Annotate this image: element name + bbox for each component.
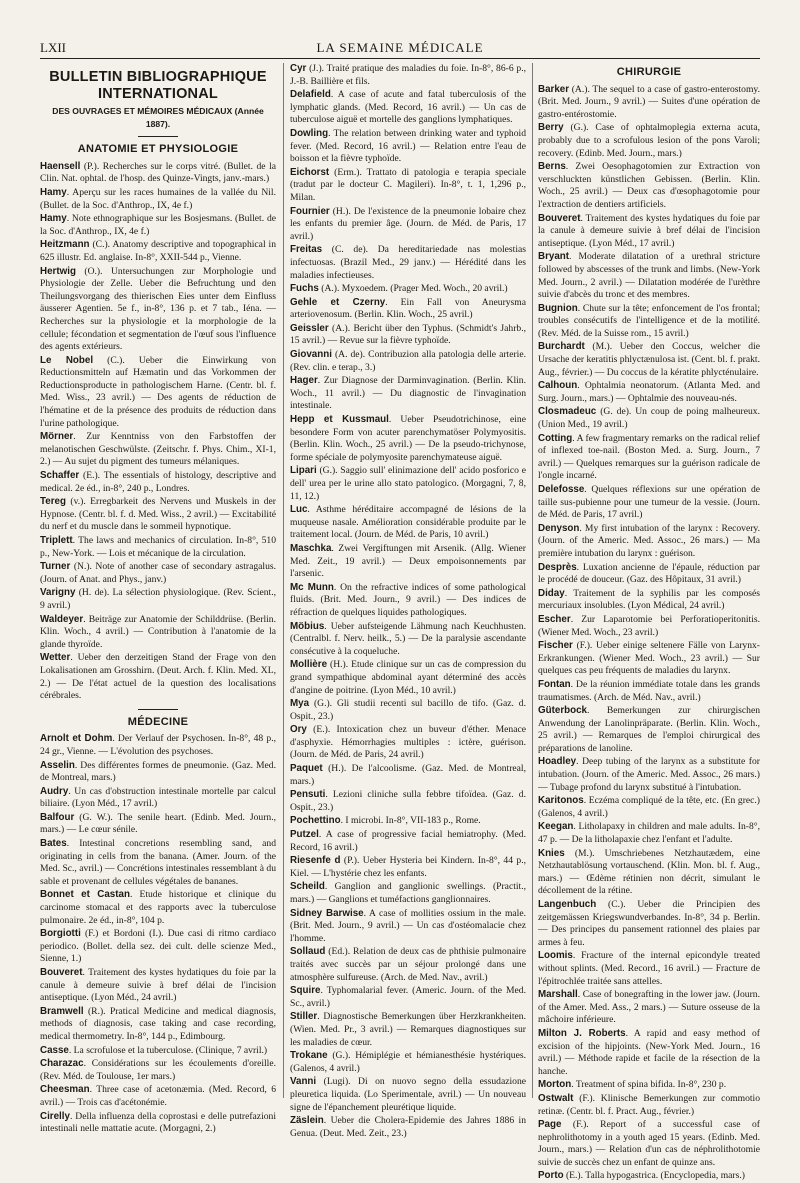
bibliography-entry bbox=[290, 621, 526, 659]
entry-author: Delafield bbox=[290, 89, 331, 101]
entry-author: Bates bbox=[40, 838, 67, 850]
entry-reference: (H.). Etude clinique sur un cas de compression du grand sympathique abdominal ayant déterminé des accès d'angine de poitrine. (Lyon Méd., 10 avril.) bbox=[290, 659, 526, 696]
bibliography-entry bbox=[290, 582, 526, 620]
entry-reference: . Zwei Vergiftungen mit Arsenik. (Allg. Wiener Med. Zeit., 19 avril.) — Deux empoisonnements par l'arsenic. bbox=[290, 542, 526, 580]
section-rule bbox=[138, 709, 178, 710]
bibliography-entry bbox=[40, 1058, 276, 1083]
entry-reference: (P.). Recherches sur le corps vitré. (Bullet. de la Clin. Nat. ophtal. de l'hosp. des Quinze-Vingts, janv.-mars.) bbox=[40, 160, 276, 185]
bibliography-entry bbox=[538, 795, 760, 820]
bibliography-entry bbox=[290, 881, 526, 906]
entry-author: Zäslein bbox=[290, 1115, 324, 1127]
bibliography-entry bbox=[290, 985, 526, 1010]
entry-reference: (C. de). Da hereditariedade nas molestias infectuosas. (Brazil Med., 29 janv.) — Hérédité dans les maladies infectieuses. bbox=[290, 244, 526, 281]
entry-reference: (A.). The sequel to a case of gastro-enterostomy. (Brit. Med. Journ., 9 avril.) — Suites d'une opération de gastro-entérostomie. bbox=[538, 83, 760, 120]
bibliography-entry bbox=[290, 63, 526, 88]
bibliography-entry bbox=[538, 484, 760, 522]
entry-reference: (F.). Ueber einige seltenere Fälle von Larynx-Erkrankungen. (Wiener Med. Woch., 23 avril.) — Sur quelques cas peu fréquents de maladies du larynx. bbox=[538, 640, 760, 677]
entry-author: Haensell bbox=[40, 160, 81, 172]
entry-reference: . Ueber die Cholera-Epidemie des Jahres 1886 in Genua. (Deut. Med. Zeit., 23.) bbox=[290, 1115, 526, 1139]
entry-reference: . Deep tubing of the larynx as a substitute for intubation. (Journ. of the Americ. Med. Assoc., 26 mars.) — Tubage profond du larynx substitué à l'intubation. bbox=[538, 756, 760, 793]
entry-author: Le Nobel bbox=[40, 354, 94, 366]
entry-author: Schaffer bbox=[40, 470, 80, 482]
bibliography-entry bbox=[290, 244, 526, 282]
chirurgie-list bbox=[538, 84, 760, 1183]
bibliography-entry bbox=[290, 283, 526, 296]
entry-reference: . A case of acute and fatal tuberculosis of the lymphatic glands. (Med. Record, 16 avril.) — Un cas de tuberculose aiguë et mortelle des ganglions lymphatiques. bbox=[290, 89, 526, 126]
entry-author: Hertwig bbox=[40, 265, 76, 277]
entry-author: Delefosse bbox=[538, 484, 585, 495]
entry-author: Mc Munn bbox=[290, 581, 334, 593]
bibliography-entry bbox=[290, 659, 526, 697]
bibliography-entry bbox=[40, 496, 276, 534]
entry-author: Eichorst bbox=[290, 166, 330, 178]
entry-reference: . Aperçu sur les races humaines de la vallée du Nil. (Bullet. de la Soc. d'Anthrop., IX, 4e f.) bbox=[40, 186, 276, 211]
section-chirurgie: CHIRURGIE bbox=[616, 66, 682, 78]
entry-author: Hamy bbox=[40, 213, 67, 225]
bibliography-entry bbox=[40, 161, 276, 186]
entry-reference: . Traitement des kystes hydatiques du foie par la canule à demeure suivie à bref délai de l'incision antiseptique. (Lyon Méd., 24 avril.) bbox=[40, 967, 276, 1004]
entry-reference: . Des différentes formes de pneumonie. (Gaz. Med. de Montreal, mars.) bbox=[40, 759, 276, 784]
bibliography-entry bbox=[538, 848, 760, 898]
bibliography-entry bbox=[290, 815, 526, 828]
entry-author: Casse bbox=[40, 1044, 69, 1056]
bibliography-entry bbox=[40, 239, 276, 264]
entry-author: Langenbuch bbox=[538, 899, 597, 910]
entry-author: Luc bbox=[290, 504, 308, 516]
entry-author: Giovanni bbox=[290, 349, 332, 361]
bibliography-entry bbox=[538, 1119, 760, 1169]
entry-author: Diday bbox=[538, 587, 565, 599]
entry-author: Güterbock bbox=[538, 705, 587, 717]
bibliography-entry bbox=[40, 587, 276, 612]
bibliography-entry bbox=[538, 1028, 760, 1078]
bibliography-entry bbox=[40, 786, 276, 811]
bibliography-entry bbox=[40, 733, 276, 758]
entry-reference: . Intestinal concretions resembling sand, and originating in cells from the banana. (Amer. Journ. of the Med. Sc., avril.) — Concrétions intestinales ressemblant à du sable et provenant de cellules végétales de bananes. bbox=[40, 838, 276, 887]
entry-reference: (G.). Gli studii recenti sul bacillo de tifo. (Gaz. d. Ospit., 23.) bbox=[290, 698, 526, 722]
entry-author: Lipari bbox=[290, 465, 317, 477]
entry-author: Mollière bbox=[290, 659, 328, 671]
entry-reference: . Ueber den derzeitigen Stand der Frage von den Lokalisationen am Grosshirn. (Deut. Arch. f. Klin. Med. XL, 2.) — De l'état actuel de la question des localisations cérébrales. bbox=[40, 652, 276, 702]
page-header bbox=[40, 38, 760, 58]
entry-reference: . Ueber Pseudotrichinose, eine besondere Form von acuter parenchymatöser Polymyositis. (Berlin. Klin. Woch., 25 avril.) — De la pseudo-trichynose, forme spéciale de polymyosite parenchymateuse aiguë. bbox=[290, 414, 526, 463]
bibliography-entry bbox=[40, 1084, 276, 1109]
entry-author: Cyr bbox=[290, 63, 307, 74]
header-rule bbox=[40, 58, 760, 59]
entry-reference: (Ed.). Relation de deux cas de phthisie pulmonaire traités avec succès par un séjour prolongé dans une atmosphère sulfureuse. (Arch. de Med. Nav., avril.) bbox=[290, 946, 526, 983]
bibliography-entry bbox=[538, 341, 760, 379]
bibliography-entry bbox=[290, 724, 526, 762]
bibliography-entry bbox=[40, 431, 276, 469]
bibliography-entry bbox=[40, 889, 276, 927]
entry-author: Fuchs bbox=[290, 283, 319, 295]
entry-reference: . Chute sur la tête; enfoncement de l'os frontal; troubles consécutifs de l'intelligence et de la motilité. (Rev. Méd. de la Suisse rom., 15 avril.) bbox=[538, 302, 760, 339]
entry-reference: . The laws and mechanics of circulation. In-8°, 510 p., New-York. — Lois et mécanique de la circulation. bbox=[40, 535, 276, 559]
entry-reference: . Diagnostische Bemerkungen über Herzkrankheiten. (Wien. Med. Pr., 3 avril.) — Remarques diagnostiques sur les maladies de cœur. bbox=[290, 1011, 526, 1048]
bibliography-entry bbox=[40, 838, 276, 888]
entry-reference: . A case of mollities ossium in the male. (Brit. Med. Journ., 9 avril.) — Un cas d'ostéomalacie chez l'homme. bbox=[290, 907, 527, 944]
bibliography-entry bbox=[290, 1076, 526, 1114]
entry-reference: . Considérations sur les écoulements d'oreille. (Rev. Méd. de Toulouse, 1er mars.) bbox=[40, 1058, 276, 1082]
entry-author: Bonnet et Castan bbox=[40, 889, 130, 901]
entry-author: Porto bbox=[538, 1170, 564, 1182]
entry-reference: (C.). Ueber die Einwirkung von Reductionsmitteln auf Hæmatin und das Vorkommen der Reductionsproducte in pathologischem Harne. (Centr. bl. f. Med. Wiss., 23 avril.) — Des agents de réduction de l'hématine et de la présence des produits de réduction dans l'urine pathologique. bbox=[40, 354, 276, 429]
entry-author: Audry bbox=[40, 785, 69, 797]
entry-author: Closmadeuc bbox=[538, 406, 597, 418]
entry-author: Keegan bbox=[538, 821, 574, 833]
entry-reference: (A.). Bericht über den Typhus. (Schmidt's Jahrb., 15 avril.) — Revue sur la fièvre typhoïde. bbox=[290, 322, 526, 347]
column-divider bbox=[283, 63, 284, 1098]
entry-reference: (H.). De l'alcoolisme. (Gaz. Med. de Montreal, mars.) bbox=[290, 763, 526, 787]
bibliography-entry bbox=[538, 1093, 760, 1118]
entry-author: Ory bbox=[290, 724, 307, 736]
entry-author: Sidney Barwise bbox=[290, 907, 364, 919]
entry-author: Bramwell bbox=[40, 1005, 84, 1017]
entry-author: Pensuti bbox=[290, 789, 326, 801]
entry-author: Bouveret bbox=[40, 967, 83, 978]
bibliography-entry bbox=[290, 504, 526, 542]
entry-reference: (H. de). La sélection physiologique. (Rev. Scient., 9 avril.) bbox=[40, 587, 276, 611]
entry-reference: . My first intubation of the larynx : Recovery. (Journ. of the Americ. Med. Assoc., 26 mars.) — Ma première intubation du larynx : guérison. bbox=[538, 522, 760, 559]
entry-author: Marshall bbox=[538, 989, 578, 1001]
bibliography-entry bbox=[290, 946, 526, 984]
entry-reference: . Note ethnographique sur les Bosjesmans. (Bullet. de la Soc. d'Anthrop., IX, 4e f.) bbox=[40, 213, 276, 237]
bibliography-entry bbox=[538, 705, 760, 755]
entry-author: Triplett bbox=[40, 535, 73, 546]
entry-author: Heitzmann bbox=[40, 239, 90, 251]
bibliography-entry bbox=[40, 614, 276, 652]
entry-reference: (C.). Ueber die Principien des zeitgemässen Kriegswundverbandes. In-8°, 34 p. Berlin. — Des principes du pansement rationnel des plaies par armes à feu. bbox=[538, 899, 760, 948]
entry-author: Hepp et Kussmaul bbox=[290, 414, 389, 426]
bibliography-entry bbox=[40, 470, 276, 495]
bibliography-entry bbox=[538, 213, 760, 251]
bibliography-entry bbox=[290, 1050, 526, 1075]
entry-author: Milton J. Roberts bbox=[538, 1027, 626, 1039]
entry-reference: . Ganglion and ganglionic swellings. (Practit., mars.) — Ganglions et tuméfactions ganglionnaires. bbox=[290, 881, 526, 905]
bibliography-entry bbox=[538, 1079, 760, 1092]
entry-author: Fournier bbox=[290, 205, 330, 217]
entry-author: Varigny bbox=[40, 587, 76, 599]
bibliography-entry bbox=[290, 855, 526, 880]
entry-reference: . Traitement de la syphilis par les composés mercuriaux insolubles. (Lyon Médical, 24 avril.) bbox=[538, 587, 760, 612]
bibliography-entry bbox=[290, 349, 526, 374]
entry-author: Maschka bbox=[290, 542, 332, 554]
entry-author: Knies bbox=[538, 847, 565, 859]
bibliography-entry bbox=[538, 303, 760, 341]
entry-reference: . Zwei Oesophagotomien zur Extraction von verschluckten künstlichen Gebissen. (Berlin. Klin. Woch., 25 avril.) — Deux cas d'œsophagotomie pour l'extraction de dentiers artificiels. bbox=[538, 161, 760, 210]
entry-author: Loomis bbox=[538, 950, 573, 962]
bibliography-entry bbox=[538, 523, 760, 561]
entry-author: Fischer bbox=[538, 640, 573, 652]
bulletin-subtitle: DES OUVRAGES ET MÉMOIRES MÉDICAUX (Année 1887). bbox=[52, 106, 264, 129]
bibliography-entry bbox=[40, 928, 276, 966]
bibliography-entry bbox=[40, 187, 276, 212]
entry-reference: . La scrofulose et la tuberculose. (Clinique, 7 avril.) bbox=[68, 1044, 268, 1056]
bibliography-entry bbox=[538, 899, 760, 949]
bulletin-title: BULLETIN BIBLIOGRAPHIQUE INTERNATIONAL bbox=[49, 69, 267, 102]
entry-reference: (F.). Klinische Bemerkungen zur commotio retinæ. (Centr. bl. f. Pract. Aug., février.) bbox=[538, 1092, 760, 1117]
entry-reference: . Della influenza della coprostasi e delle putrefazioni intestinali nelle mattatie acute. (Morgagni, 2.) bbox=[40, 1110, 276, 1135]
entry-author: Putzel bbox=[290, 829, 319, 841]
entry-reference: (A.). Myxoedem. (Prager Med. Woch., 20 avril.) bbox=[318, 283, 508, 295]
entry-author: Arnolt et Dohm bbox=[40, 733, 113, 745]
entry-reference: . Fracture of the internal epicondyle treated without splints. (Med. Record., 16 avril.) — Fracture de l'épitrochlée traitée sans attelles. bbox=[538, 950, 760, 987]
entry-reference: (O.). Untersuchungen zur Morphologie und Physiologie der Zelle. Ueber die Befruchtung und den Theilungsvorgang des thierischen Eies unter dem Einfluss äusserer Agentien. 5e f., in-8°, 136 p. et 7 tab., Iéna. — Recherches sur la physiologie et la morphologie de la cellule; fécondation et segmentation de l'œuf sous l'influence des agents extérieurs. bbox=[40, 265, 276, 353]
bibliography-entry bbox=[538, 614, 760, 639]
entry-reference: . De la réunion immédiate totale dans les grands traumatismes. (Arch. de Méd. Nav., avril.) bbox=[538, 678, 760, 703]
entry-reference: . A case of progressive facial hemiatrophy. (Med. Record, 16 avril.) bbox=[290, 829, 526, 853]
bibliography-entry bbox=[538, 84, 760, 122]
bibliography-entry bbox=[40, 760, 276, 785]
bibliography-entry bbox=[538, 406, 760, 431]
entry-author: Morton bbox=[538, 1079, 572, 1091]
entry-reference: (v.). Erregbarkeit des Nervens und Muskels in der Hypnose. (Centr. bl. f. d. Med. Wiss., 2 avril.) — Excitabilité du nerf et du muscle dans le sommeil hypnotique. bbox=[40, 496, 276, 533]
entry-author: Charazac bbox=[40, 1058, 84, 1070]
bibliography-entry bbox=[290, 167, 526, 205]
entry-author: Burchardt bbox=[538, 341, 585, 353]
column-3 bbox=[538, 63, 760, 1182]
column-1 bbox=[40, 63, 277, 1135]
entry-reference: . Un cas d'obstruction intestinale mortelle par calcul biliaire. (Lyon Méd., 17 avril.) bbox=[40, 785, 276, 810]
entry-author: Hoadley bbox=[538, 756, 577, 768]
entry-reference: . Der Verlauf der Psychosen. In-8°, 48 p., 24 gr., Vienne. — L'évolution des psychoses. bbox=[40, 733, 276, 757]
bibliography-entry bbox=[290, 543, 526, 581]
entry-author: Barker bbox=[538, 83, 570, 95]
entry-reference: (Lugi). Di on nuovo segno della essudazione pleuretica liquida. (Lo Sperimentale, avril.) — Un nouveau signe de l'épanchement pleurétique liquide. bbox=[290, 1076, 526, 1113]
entry-author: Geissler bbox=[290, 322, 329, 334]
entry-reference: (N.). Note of another case of secondary astragalus. (Journ. of Anat. and Phys., janv.) bbox=[40, 561, 276, 585]
entry-reference: . Lezioni cliniche sulla febbre tifoïdea. (Gaz. d. Ospit., 23.) bbox=[290, 789, 526, 813]
entry-reference: (E.). Talla hypogastrica. (Encyclopedia, mars.) bbox=[563, 1170, 745, 1182]
bibliography-entry bbox=[538, 251, 760, 301]
entry-author: Asselin bbox=[40, 759, 75, 771]
bibliography-entry bbox=[290, 1115, 526, 1140]
column-2 bbox=[290, 63, 527, 1139]
entry-author: Gehle et Czerny bbox=[290, 296, 386, 308]
entry-reference: (M.). Ueber den Coccus, welcher die Ursache der keratitis phlyctænulosa ist. (Cent. bl. f. prakt. Aug., février.) — Du coccus de la kératite phlycténulaire. bbox=[538, 341, 760, 378]
entry-reference: . Zur Kenntniss von den Farbstoffen der melanotischen Geschwülste. (Zeitschr. f. Phys. Chim., XI-1, 2.) — Au sujet du pigment des tumeurs mélaniques. bbox=[40, 431, 276, 468]
entry-reference: (H.). De l'existence de la pneumonie lobaire chez les enfants du premier âge. (Journ. de Méd. de Paris, 17 avril.) bbox=[290, 205, 526, 242]
bibliography-entry bbox=[290, 789, 526, 814]
bibliography-entry bbox=[538, 380, 760, 405]
bibliography-entry bbox=[40, 355, 276, 431]
entry-author: Fontan bbox=[538, 678, 571, 690]
bibliography-entry bbox=[40, 561, 276, 586]
entry-author: Pochettino bbox=[290, 815, 341, 827]
entry-reference: . Quelques réflexions sur une opération de taille sus-pubienne pour une tumeur de la vessie. (Journ. de Méd. de Paris, 17 avril.) bbox=[538, 484, 760, 521]
bibliography-entry bbox=[40, 1045, 276, 1058]
page-number: LXII bbox=[40, 40, 66, 55]
entry-reference: . I microbi. In-8°, VII-183 p., Rome. bbox=[340, 815, 481, 827]
bibliography-entry bbox=[40, 652, 276, 702]
bibliography-entry bbox=[290, 698, 526, 723]
entry-author: Cirelly bbox=[40, 1110, 70, 1122]
entry-reference: . Typhomalarial fever. (Americ. Journ. of the Med. Sc., avril.) bbox=[290, 985, 526, 1009]
entry-reference: (E.). The essentials of histology, descriptive and medical. 2e éd., in-8°, 240 p., Londres. bbox=[40, 470, 276, 494]
bibliography-entry bbox=[290, 908, 526, 946]
column-divider bbox=[532, 63, 533, 1098]
bibliography-entry bbox=[290, 414, 526, 464]
bibliography-entry bbox=[538, 161, 760, 211]
entry-reference: (A. de). Contribuzion alla patologia delle arterie. (Rev. clin. e terap., 3.) bbox=[290, 349, 526, 373]
entry-author: Hamy bbox=[40, 186, 67, 198]
entry-author: Karitonos bbox=[538, 795, 584, 807]
entry-author: Tereg bbox=[40, 496, 66, 508]
bibliography-entry bbox=[40, 535, 276, 560]
entry-author: Ostwalt bbox=[538, 1092, 574, 1104]
entry-author: Turner bbox=[40, 561, 71, 573]
entry-reference: . A rapid and easy method of excision of the hipjoints. (New-York Med. Journ., 16 avril.) — Méthode rapide et facile de la résection de la hanche. bbox=[538, 1027, 760, 1077]
bibliography-entry bbox=[538, 562, 760, 587]
journal-title: LA SEMAINE MÉDICALE bbox=[316, 40, 484, 55]
bibliography-entry bbox=[290, 763, 526, 788]
medecine-list-continued bbox=[290, 63, 526, 1140]
entry-author: Sollaud bbox=[290, 946, 326, 958]
entry-reference: . Traitement des kystes hydatiques du foie par la canule à demeure suivie à bref délai de l'incision antiseptique. (Lyon Méd., 17 avril.) bbox=[538, 212, 760, 249]
entry-reference: . Bemerkungen zur chirurgischen Anwendung der Lanolinpräparate. (Berlin. Klin. Woch., 25 avril.) — Remarques de l'emploi chirurgical des préparations de lanoline. bbox=[538, 705, 760, 754]
bibliography-entry bbox=[290, 89, 526, 127]
entry-reference: . The relation between drinking water and typhoid fever. (Med. Record, 16 avril.) — Relation entre l'eau de boisson et la fièvre typhoïde. bbox=[290, 127, 526, 165]
entry-reference: . A few fragmentary remarks on the radical relief of inflexed toe-nail. (Boston Med. a. Surg. Journ., 7 avril.) — Quelques remarques sur la guérison radicale de l'ongle incarné. bbox=[538, 432, 760, 482]
entry-reference: . Etude historique et clinique du carcinome stomacal et des rapports avec la tuberculose pulmonaire. 2e éd., in-8°, 104 p. bbox=[40, 889, 277, 926]
entry-reference: . Luxation ancienne de l'épaule, réduction par le procédé de douceur. (Gaz. des Hôpitaux, 31 avril.) bbox=[538, 561, 760, 586]
entry-reference: . On the refractive indices of some pathological fluids. (Brit. Med. Journ., 9 avril.) — Des indices de réfraction de quelques liquides pathologiques. bbox=[290, 581, 527, 618]
entry-author: Balfour bbox=[40, 811, 75, 823]
entry-reference: (G.). Saggio sull' elinimazione dell' acido posforico e dell' urea per le urine allo stato patologico. (Morgagni, 7, 8, 11, 12.) bbox=[290, 465, 526, 502]
entry-reference: (J.). Traité pratique des maladies du foie. In-8°, 86-6 p., J.-B. Baillière et fils. bbox=[290, 63, 526, 87]
entry-author: Bryant bbox=[538, 251, 570, 263]
entry-reference: (E.). Intoxication chez un buveur d'éther. Menace d'asphyxie. Hémorrhagies multiples : ictère, guérison. (Journ. de Méd. de Paris, 24 avril.) bbox=[290, 724, 526, 761]
bibliography-entry bbox=[538, 989, 760, 1027]
entry-reference: . Ophtalmia neonatorum. (Atlanta Med. and Surg. Journ., mars.) — Ophtalmie des nouveau-nés. bbox=[538, 380, 760, 404]
bibliography-entry bbox=[538, 122, 760, 160]
entry-author: Vanni bbox=[290, 1076, 317, 1088]
entry-author: Squire bbox=[290, 985, 321, 997]
entry-reference: (Erm.). Trattato di patologia e terapia speciale (tradut par le docteur C. Magileri). In-8°, t. 1, 1,296 p., Milan. bbox=[290, 166, 526, 203]
bibliography-entry bbox=[290, 128, 526, 166]
entry-reference: . Moderate dilatation of a urethral stricture followed by abscesses of the trunk and limbs. (New-York Med. Journ., 2 avril.) — Dilatation modérée de l'urèthre suivie d'abcès du tronc et des membres. bbox=[538, 251, 760, 301]
entry-author: Bouveret bbox=[538, 212, 581, 224]
bibliography-entry bbox=[290, 297, 526, 322]
bibliography-entry bbox=[538, 433, 760, 483]
entry-author: Cotting bbox=[538, 432, 573, 444]
bibliography-entry bbox=[538, 679, 760, 704]
bibliography-entry bbox=[290, 829, 526, 854]
bibliography-entry bbox=[538, 756, 760, 794]
entry-author: Riesenfe d bbox=[290, 855, 341, 867]
entry-reference: (G.). Hémiplégie et hémianesthésie hystériques. (Galenos, 4 avril.) bbox=[290, 1050, 526, 1074]
bibliography-entry bbox=[290, 375, 526, 413]
bibliography-entry bbox=[538, 821, 760, 846]
bibliography-entry bbox=[40, 213, 276, 238]
entry-author: Scheild bbox=[290, 881, 325, 893]
entry-reference: (F.) et Bordoni (I.). Due casi di ritmo cardiaco periodico. (Bollet. della sez. dei cult. delle scienze Med., Sienne, 1.) bbox=[40, 928, 276, 965]
entry-reference: . Treatment of spina bifida. In-8°, 230 p. bbox=[571, 1079, 727, 1091]
bibliography-entry bbox=[40, 967, 276, 1005]
entry-author: Trokane bbox=[290, 1050, 328, 1062]
entry-author: Stiller bbox=[290, 1011, 318, 1023]
entry-reference: . Beiträge zur Anatomie der Schilddrüse. (Berlin. Klin. Woch., 4 avril.) — Contribution à l'anatomie de la glande thyroïde. bbox=[40, 613, 276, 650]
entry-reference: (P.). Ueber Hysteria bei Kindern. In-8°, 44 p., Kiel. — L'hystérie chez les enfants. bbox=[290, 855, 527, 879]
entry-reference: . Eczéma compliqué de la tête, etc. (En grec.) (Galenos, 4 avril.) bbox=[538, 795, 760, 819]
entry-author: Page bbox=[538, 1119, 562, 1131]
entry-reference: (M.). Umschriebenes Netzhautædem, eine Netzhautablösung vortauschend. (Klin. Mon. bl. f. Aug., mars.) — Œdème rétinien non décrit, simulant le décollement de la rétine. bbox=[538, 847, 760, 897]
entry-reference: . Asthme héréditaire accompagné de lésions de la muqueuse nasale. Amélioration considérable produite par le traitement local. (Journ. de Méd. de Paris, 10 avril.) bbox=[290, 504, 526, 541]
section-anatomie: ANATOMIE ET PHYSIOLOGIE bbox=[77, 143, 239, 156]
entry-author: Hager bbox=[290, 375, 318, 387]
entry-reference: . Case of bonegrafting in the lower jaw. (Journ. of the Amer. Med. Ass., 2 mars.) — Suture osseuse de la mâchoire inférieure. bbox=[538, 989, 760, 1026]
entry-reference: . Litholapaxy in children and male adults. In-8°, 47 p. — De la litholapaxie chez l'enfant et l'adulte. bbox=[538, 821, 760, 846]
entry-author: Waldeyer bbox=[40, 613, 84, 625]
entry-author: Desprès bbox=[538, 561, 577, 573]
entry-reference: (F.). Report of a successful case of nephrolithotomy in a youth aged 15 years. (Edinb. Med. Journ., mars.) — Relation d'un cas de néphrolithotomie suivie de succès chez un enfant de quinze ans. bbox=[538, 1119, 760, 1168]
entry-author: Mörner bbox=[40, 431, 74, 443]
entry-reference: . Zur Laparotomie bei Perforatioperitonitis. (Wiener Med. Woch., 23 avril.) bbox=[538, 613, 760, 638]
entry-reference: (G. W.). The senile heart. (Edinb. Med. Journ., mars.) — Le cœur sénile. bbox=[40, 811, 276, 836]
entry-reference: (R.). Pratical Medicine and medical diagnosis, methods of diagnosis, case taking and case recording, medical thermometry. In-8°, 144 p., Edimbourg. bbox=[40, 1005, 276, 1042]
entry-reference: . Three case of acetonæmia. (Med. Record, 6 avril.) — Trois cas d'acétonémie. bbox=[40, 1084, 276, 1108]
entry-author: Möbius bbox=[290, 620, 325, 632]
bibliography-entry bbox=[538, 640, 760, 678]
bibliography-entry bbox=[538, 950, 760, 988]
entry-reference: . Zur Diagnose der Darminvagination. (Berlin. Klin. Woch., 11 avril.) — Du diagnostic de l'invagination intestinale. bbox=[290, 375, 526, 412]
entry-author: Paquet bbox=[290, 763, 323, 775]
entry-author: Freitas bbox=[290, 244, 323, 256]
bibliography-entry bbox=[290, 323, 526, 348]
title-rule bbox=[138, 136, 178, 137]
bibliography-entry bbox=[40, 266, 276, 354]
bibliography-entry bbox=[290, 1011, 526, 1049]
bibliography-entry bbox=[40, 1111, 276, 1136]
entry-author: Calhoun bbox=[538, 380, 578, 392]
entry-author: Mya bbox=[290, 698, 310, 710]
entry-author: Berns bbox=[538, 161, 566, 173]
entry-reference: (G.). Case of ophtalmoplegia externa acuta, probably due to a scrofulous lesion of the pons Varoli; recovery. (Edinb. Med. Journ., mars.) bbox=[538, 122, 760, 159]
entry-author: Borgiotti bbox=[40, 928, 81, 940]
anatomie-list bbox=[40, 161, 276, 703]
entry-author: Denyson bbox=[538, 522, 580, 534]
bibliography-entry bbox=[40, 1006, 276, 1044]
entry-reference: . Ueber aufsteigende Lähmung nach Keuchhusten. (Centralbl. f. Nerv. heilk., 5.) — De la paralysie ascendante consécutive à la coqueluche. bbox=[290, 620, 526, 657]
bibliography-entry bbox=[538, 1170, 760, 1183]
entry-author: Escher bbox=[538, 613, 571, 625]
section-medecine: MÉDECINE bbox=[127, 715, 189, 728]
entry-author: Dowling bbox=[290, 127, 329, 139]
bibliography-entry bbox=[40, 812, 276, 837]
entry-reference: . Ein Fall von Aneurysma arteriovenosum. (Berlin. Klin. Woch., 25 avril.) bbox=[290, 296, 527, 321]
entry-author: Berry bbox=[538, 122, 564, 134]
medecine-list bbox=[40, 733, 276, 1135]
entry-author: Bugnion bbox=[538, 302, 578, 314]
bibliography-entry bbox=[290, 206, 526, 244]
bibliography-entry bbox=[290, 465, 526, 503]
entry-reference: (G. de). Un coup de poing malheureux. (Union Med., 19 avril.) bbox=[538, 406, 760, 431]
entry-reference: (C.). Anatomy descriptive and topographical in 625 illustr. Ed. anglaise. In-8°, XXII-544 p., Vienne. bbox=[40, 239, 276, 263]
bibliography-entry bbox=[538, 588, 760, 613]
entry-author: Wetter bbox=[40, 652, 71, 664]
entry-author: Cheesman bbox=[40, 1084, 90, 1096]
